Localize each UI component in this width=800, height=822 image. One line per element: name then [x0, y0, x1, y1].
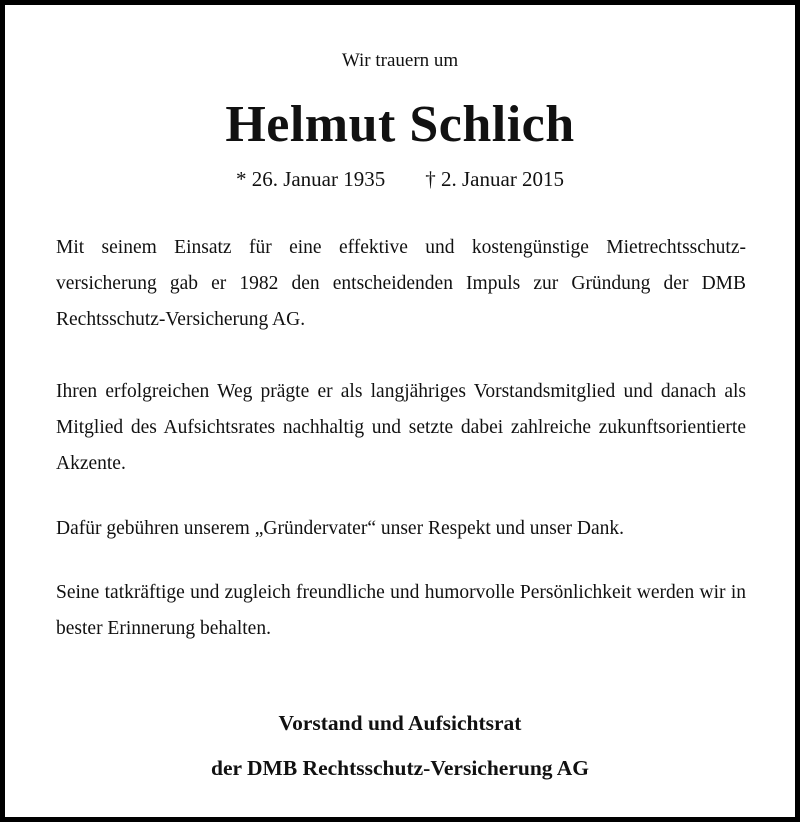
paragraph-3: [56, 511, 746, 547]
death-date: † 2. Januar 2015: [425, 167, 565, 191]
intro-text: Wir trauern um: [341, 50, 459, 71]
paragraph-text: Mit seinem Einsatz für eine effektive und kostengünstige Mietrechtsschutz-versicherung gab er 1982 den entscheidenden Impuls zur Gründung der DMB Rechtsschutz-Versicherung AG.: [56, 237, 746, 330]
obituary-notice: [5, 5, 795, 817]
paragraph-text: Seine tatkräftige und zugleich freundliche und humorvolle Persönlichkeit werden wir in bester Erinnerung behalten.: [56, 582, 746, 639]
signature-line-2: der DMB Rechtsschutz-Versicherung AG: [210, 756, 589, 780]
birth-date: * 26. Januar 1935: [235, 167, 386, 191]
signature-line-1: Vorstand und Aufsichtsrat: [278, 711, 522, 735]
signature-block: [5, 701, 795, 791]
paragraph-1: [56, 230, 746, 338]
deceased-name: Helmut Schlich: [225, 96, 575, 153]
paragraph-text: Ihren erfolgreichen Weg prägte er als langjähriges Vorstandsmitglied und danach als Mitglied des Aufsichtsrates nachhaltig und setzte dabei zahlreiche zukunftsorientierte Akzente.: [56, 381, 746, 474]
paragraph-2: [56, 374, 746, 482]
life-dates: [5, 165, 795, 193]
paragraph-4: [56, 575, 746, 647]
paragraph-text: Dafür gebühren unserem „Gründervater“ unser Respekt und unser Dank.: [56, 518, 625, 539]
